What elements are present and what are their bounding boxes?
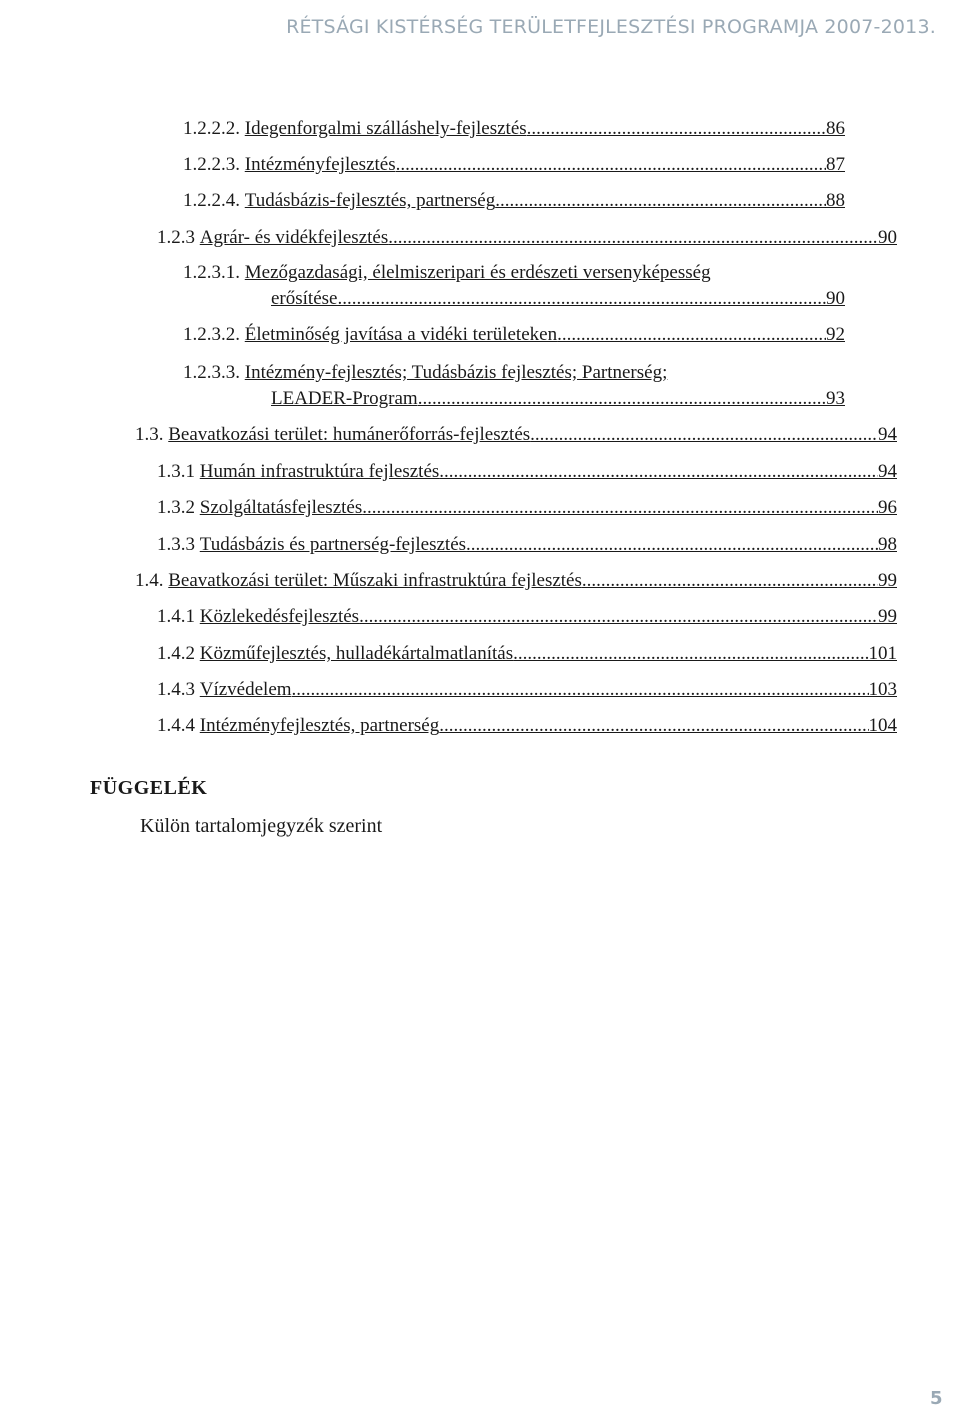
- toc-entry-number: 1.3.: [135, 424, 169, 445]
- toc-entry-number: 1.4.3: [157, 679, 200, 700]
- toc-entry-number: 1.4.2: [157, 643, 200, 664]
- toc-entry-page: 86: [826, 118, 845, 139]
- toc-entry-title-line2: erősítése: [271, 288, 338, 309]
- toc-entry-title-line1: Intézmény-fejlesztés; Tudásbázis fejlesztés; Partnerség;: [244, 362, 668, 383]
- toc-entry-1-2-3-2[interactable]: [183, 324, 845, 346]
- toc-entry-number: 1.3.3: [157, 534, 200, 555]
- toc-entry-1-3-1[interactable]: [157, 461, 897, 483]
- toc-entry-number: 1.4.1: [157, 606, 200, 627]
- toc-entry-leader: [530, 424, 878, 446]
- toc-entry-number: 1.3.2: [157, 497, 200, 518]
- toc-entry-1-3[interactable]: [135, 424, 897, 446]
- toc-entry-1-2-3-3[interactable]: [183, 362, 845, 410]
- toc-entry-1-4-1[interactable]: [157, 606, 897, 628]
- toc-entry-1-4[interactable]: [135, 570, 897, 592]
- toc-entry-number: 1.2.3: [157, 227, 200, 248]
- toc-entry-title: Közműfejlesztés, hulladékártalmatlanítás: [199, 643, 514, 664]
- toc-entry-number: 1.4.: [135, 570, 169, 591]
- toc-entry-leader: [439, 715, 868, 737]
- toc-entry-page: 94: [878, 424, 897, 445]
- toc-entry-title: Életminőség javítása a vidéki területeken: [244, 324, 558, 345]
- toc-entry-1-2-3-1[interactable]: [183, 262, 845, 310]
- toc-entry-page: 99: [878, 570, 897, 591]
- toc-entry-page: 101: [868, 643, 897, 664]
- toc-entry-page: 90: [878, 227, 897, 248]
- toc-entry-1-2-2-2[interactable]: [183, 118, 845, 140]
- toc-entry-number: 1.2.2.2.: [183, 118, 245, 139]
- toc-entry-leader: [466, 534, 878, 556]
- toc-entry-title: Intézményfejlesztés, partnerség: [199, 715, 440, 736]
- toc-entry-leader: [557, 324, 826, 346]
- toc-entry-1-2-2-3[interactable]: [183, 154, 845, 176]
- toc-entry-page: 94: [878, 461, 897, 482]
- toc-entry-1-3-2[interactable]: [157, 497, 897, 519]
- toc-entry-1-2-3[interactable]: [157, 227, 897, 249]
- toc-entry-leader: [527, 118, 826, 140]
- toc-entry-page: 92: [826, 324, 845, 345]
- toc-entry-title: Agrár- és vidékfejlesztés: [199, 227, 389, 248]
- toc-entry-1-3-3[interactable]: [157, 534, 897, 556]
- toc-entry-leader: [582, 570, 878, 592]
- toc-entry-number: 1.2.2.3.: [183, 154, 245, 175]
- toc-entry-number: 1.2.3.1.: [183, 262, 245, 283]
- toc-entry-page: 88: [826, 190, 845, 211]
- toc-entry-title-line1: Mezőgazdasági, élelmiszeripari és erdészeti versenyképesség: [244, 262, 711, 283]
- running-header: RÉTSÁGI KISTÉRSÉG TERÜLETFEJLESZTÉSI PROGRAMJA 2007-2013.: [286, 16, 936, 38]
- toc-entry-leader: [513, 643, 868, 665]
- toc-entry-page: 93: [826, 388, 845, 409]
- appendix-note: Külön tartalomjegyzék szerint: [140, 815, 383, 837]
- toc-entry-title: Szolgáltatásfejlesztés: [199, 497, 363, 518]
- toc-entry-title: Közlekedésfejlesztés: [199, 606, 360, 627]
- toc-entry-page: 98: [878, 534, 897, 555]
- toc-entry-page: 103: [868, 679, 897, 700]
- toc-entry-leader: [495, 190, 826, 212]
- toc-entry-number: 1.3.1: [157, 461, 200, 482]
- toc-entry-number: 1.2.3.2.: [183, 324, 245, 345]
- toc-entry-title: Beavatkozási terület: Műszaki infrastruktúra fejlesztés: [168, 570, 582, 591]
- toc-entry-leader: [292, 679, 869, 701]
- toc-entry-title-line2: LEADER-Program: [271, 388, 418, 409]
- toc-entry-leader: [396, 154, 826, 176]
- toc-entry-1-4-2[interactable]: [157, 643, 897, 665]
- toc-entry-leader: [439, 461, 878, 483]
- toc-entry-leader: [418, 388, 826, 410]
- toc-entry-number: 1.4.4: [157, 715, 200, 736]
- toc-entry-title: Vízvédelem: [199, 679, 292, 700]
- toc-entry-title: Intézményfejlesztés: [244, 154, 396, 175]
- toc-entry-number: 1.2.3.3.: [183, 362, 245, 383]
- toc-entry-page: 87: [826, 154, 845, 175]
- toc-entry-1-4-3[interactable]: [157, 679, 897, 701]
- toc-entry-1-4-4[interactable]: [157, 715, 897, 737]
- toc-entry-number: 1.2.2.4.: [183, 190, 245, 211]
- toc-entry-leader: [337, 288, 826, 310]
- toc-entry-page: 104: [868, 715, 897, 736]
- toc-entry-title: Humán infrastruktúra fejlesztés: [199, 461, 440, 482]
- toc-entry-leader: [388, 227, 878, 249]
- toc-entry-title: Tudásbázis-fejlesztés, partnerség: [244, 190, 496, 211]
- toc-entry-leader: [362, 497, 878, 519]
- appendix-heading: FÜGGELÉK: [90, 777, 208, 799]
- toc-entry-page: 99: [878, 606, 897, 627]
- toc-entry-page: 90: [826, 288, 845, 309]
- page-number: 5: [930, 1388, 943, 1409]
- toc-entry-title: Tudásbázis és partnerség-fejlesztés: [199, 534, 467, 555]
- toc-entry-page: 96: [878, 497, 897, 518]
- toc-entry-1-2-2-4[interactable]: [183, 190, 845, 212]
- toc-entry-title: Idegenforgalmi szálláshely-fejlesztés: [244, 118, 527, 139]
- toc-entry-leader: [359, 606, 878, 628]
- toc-entry-title: Beavatkozási terület: humánerőforrás-fejlesztés: [168, 424, 531, 445]
